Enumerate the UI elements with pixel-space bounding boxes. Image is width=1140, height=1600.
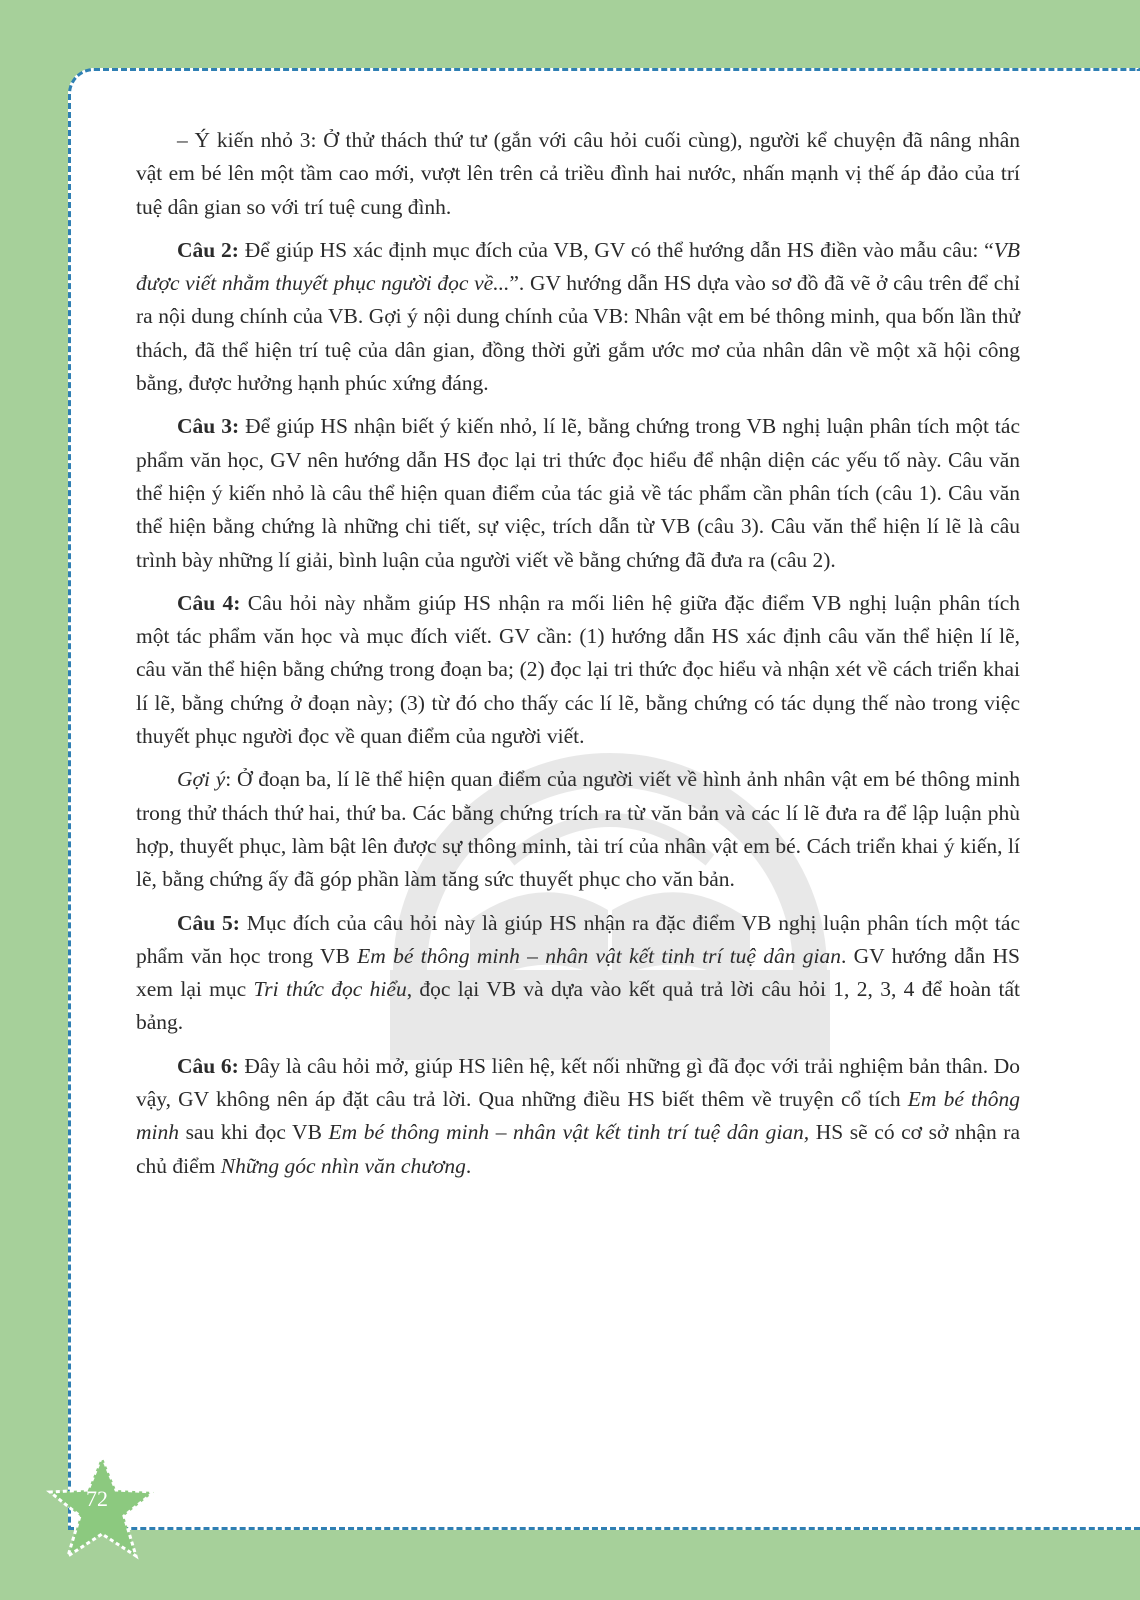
paragraph-text: , đọc lại VB và dựa vào kết quả trả lời câu hỏi 1, 2, 3, 4 để hoàn tất bảng. [136, 977, 1020, 1035]
paragraph-text: Để giúp HS xác định mục đích của VB, GV có thể hướng dẫn HS điền vào mẫu câu: “ [238, 237, 994, 262]
question-label: Câu 5: [177, 910, 240, 935]
question-label: Câu 3: [177, 414, 240, 439]
italic-phrase: Tri thức đọc hiểu [253, 977, 407, 1002]
italic-phrase: Em bé thông minh – nhân vật kết tinh trí tuệ dân gian [357, 943, 842, 968]
paragraph-cau-6 [136, 1050, 1020, 1183]
paragraph-text: HS sẽ có cơ sở nhận ra chủ điểm [136, 1120, 1020, 1178]
italic-phrase: VB được viết nhằm thuyết phục người đọc về... [136, 237, 1020, 296]
paragraph-text: . [465, 1153, 472, 1178]
main-text [136, 124, 1020, 1193]
paragraph-text: ”. GV hướng dẫn HS dựa vào sơ đồ đã vẽ ở câu trên để chỉ ra nội dung chính của VB. Gợi ý nội dung chính của VB: Nhân vật em bé thông minh, qua bốn lần thử thách, đã thể hiện trí tuệ của dân gian, đồng thời gửi gắm ước mơ của nhân dân về một xã hội công bằng, được hưởng hạnh phúc xứng đáng. [136, 271, 1020, 396]
italic-phrase: Những góc nhìn văn chương [220, 1153, 466, 1178]
question-label: Câu 4: [177, 590, 241, 615]
paragraph-cau-5 [136, 907, 1020, 1040]
question-label: Câu 6: [177, 1053, 239, 1078]
paragraph-text: : Ở đoạn ba, lí lẽ thể hiện quan điểm của người viết về hình ảnh nhân vật em bé thông minh trong thử thách thứ hai, thứ ba. Các bằng chứng trích ra từ văn bản và các lí lẽ đưa ra để lập luận phù hợp, thuyết phục, làm bật lên được sự thông minh, tài trí của nhân vật em bé. Cách triển khai ý kiến, lí lẽ, bằng chứng ấy đã góp phần làm tăng sức thuyết phục cho văn bản. [136, 767, 1020, 892]
question-label: Câu 2: [177, 237, 239, 262]
paragraph-text: Đây là câu hỏi mở, giúp HS liên hệ, kết nối những gì đã đọc với trải nghiệm bản thân. Do vậy, GV không nên áp đặt câu trả lời. Qua những điều HS biết thêm về truyện cổ tích [136, 1053, 1020, 1112]
paragraph-text: Để giúp HS nhận biết ý kiến nhỏ, lí lẽ, bằng chứng trong VB nghị luận phân tích một tác phẩm văn học, GV nên hướng dẫn HS đọc lại tri thức đọc hiểu để nhận diện các yếu tố này. Câu văn thể hiện ý kiến nhỏ là câu thể hiện quan điểm của tác giả về tác phẩm cần phân tích (câu 1). Câu văn thể hiện bằng chứng là những chi tiết, sự việc, trích dẫn từ VB (câu 3). Câu văn thể hiện lí lẽ là câu trình bày những lí giải, bình luận của người viết về bằng chứng đã đưa ra (câu 2). [136, 414, 1020, 572]
page-number: 72 [86, 1486, 108, 1511]
paragraph-cau-2 [136, 234, 1020, 400]
paragraph-text: – Ý kiến nhỏ 3: Ở thử thách thứ tư (gắn với câu hỏi cuối cùng), người kể chuyện đã nâng nhân vật em bé lên một tầm cao mới, vượt lên trên cả triều đình hai nước, nhấn mạnh vị thế áp đảo của trí tuệ dân gian so với trí tuệ cung đình. [136, 128, 1020, 219]
paragraph-text: Mục đích của câu hỏi này là giúp HS nhận ra đặc điểm VB nghị luận phân tích một tác phẩm văn học trong VB [136, 910, 1020, 968]
paragraph-y-kien-nho-3 [136, 124, 1020, 224]
paragraph-cau-4 [136, 587, 1020, 753]
hint-label: Gợi ý [177, 767, 226, 792]
paragraph-text: . GV hướng dẫn HS xem lại mục [136, 943, 1020, 1002]
italic-phrase: Em bé thông minh [136, 1087, 1020, 1145]
paragraph-cau-3 [136, 410, 1020, 576]
paragraph-text: sau khi đọc VB [179, 1120, 329, 1145]
paragraph-goi-y [136, 763, 1020, 896]
italic-phrase: Em bé thông minh – nhân vật kết tinh trí tuệ dân gian, [328, 1120, 810, 1145]
paragraph-text: Câu hỏi này nhằm giúp HS nhận ra mối liên hệ giữa đặc điểm VB nghị luận phân tích một tác phẩm văn học và mục đích viết. GV cần: (1) hướng dẫn HS xác định câu văn thể hiện lí lẽ, câu văn thể hiện bằng chứng trong đoạn ba; (2) đọc lại tri thức đọc hiểu và nhận xét về cách triển khai lí lẽ, bằng chứng ở đoạn này; (3) từ đó cho thấy các lí lẽ, bằng chứng có tác dụng thế nào trong việc thuyết phục người đọc về quan điểm của người viết. [136, 590, 1020, 749]
